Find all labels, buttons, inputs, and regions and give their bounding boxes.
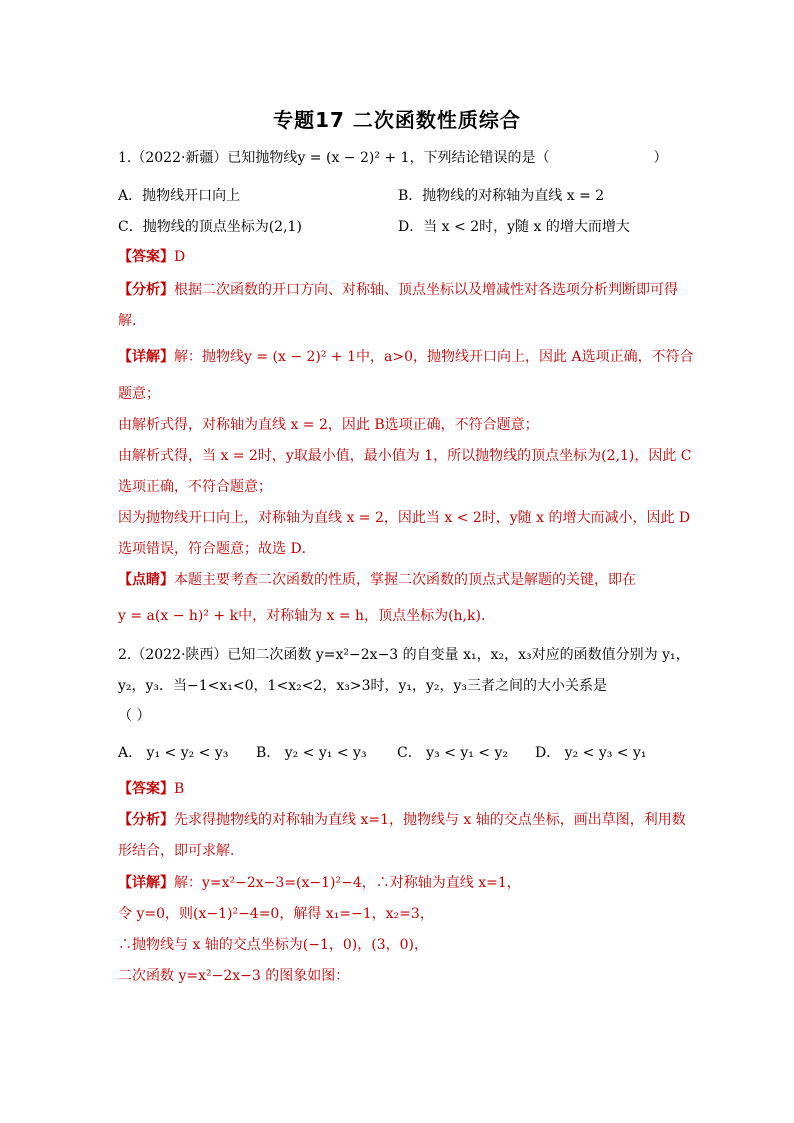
q1-option-c: C．抛物线的顶点坐标为(2,1) (118, 219, 302, 235)
q2-option-c: C． y₃ < y₁ < y₂ (397, 745, 508, 761)
q1-option-a: A．抛物线开口向上 (118, 188, 241, 204)
q1-stem-prefix: 1.（2022·新疆）已知抛物线 (118, 150, 298, 166)
q1-detail-line-7: 选项错误，符合题意；故选 D． (118, 541, 316, 557)
q1-comment-tag: 【点睛】 (118, 572, 174, 588)
q1-answer (118, 247, 185, 267)
q1-comment-line-2: y = a(x − h)² + k中，对称轴为 x = h，顶点坐标为(h,k)． (118, 608, 495, 624)
q2-stem-line-3: （ ） (118, 708, 151, 724)
q2-detail-line-4: 二次函数 y=x²−2x−3 的图象如图： (118, 968, 350, 984)
q2-option-a: A． y₁ < y₂ < y₃ (118, 745, 229, 761)
q1-analysis-line-2: 解． (118, 313, 146, 329)
q1-detail-line-5: 选项正确，不符合题意； (118, 479, 272, 495)
q1-option-b: B．抛物线的对称轴为直线 x = 2 (398, 188, 605, 204)
q1-detail-tag: 【详解】 (118, 349, 174, 365)
q2-analysis-text-1: 先求得抛物线的对称轴为直线 x=1，抛物线与 x 轴的交点坐标，画出草图，利用数 (174, 812, 686, 828)
q1-answer-tag: 【答案】 (118, 249, 174, 265)
q1-detail-line-2: 题意； (118, 386, 160, 402)
q2-analysis-line-1 (118, 810, 686, 830)
page-title: 专题17 二次函数性质综合 (273, 108, 521, 132)
q2-detail-text-1: 解：y=x²−2x−3=(x−1)²−4，∴对称轴为直线 x=1， (174, 875, 521, 891)
q1-stem (118, 148, 668, 168)
q2-answer (118, 779, 184, 799)
q2-analysis-line-2: 形结合，即可求解． (118, 843, 244, 859)
q2-detail-line-2: 令 y=0，则(x−1)²−4=0，解得 x₁=−1，x₂=3， (118, 906, 434, 922)
q1-comment-line-1 (118, 570, 636, 590)
q1-detail-line-3: 由解析式得，对称轴为直线 x = 2，因此 B选项正确，不符合题意； (118, 417, 539, 433)
q1-comment-text-1: 本题主要考查二次函数的性质，掌握二次函数的顶点式是解题的关键，即在 (174, 572, 636, 588)
q1-answer-value: D (174, 249, 186, 265)
q1-analysis-text-1: 根据二次函数的开口方向、对称轴、顶点坐标以及增减性对各选项分析判断即可得 (174, 282, 678, 298)
q1-analysis-line-1 (118, 280, 678, 300)
q1-stem-suffix: ，下列结论错误的是（ (409, 150, 550, 166)
q2-option-d: D． y₂ < y₃ < y₁ (535, 745, 647, 761)
q2-answer-tag: 【答案】 (118, 781, 174, 797)
q2-detail-line-1 (118, 873, 521, 893)
q1-detail-line-4: 由解析式得，当 x = 2时，y取最小值，最小值为 1，所以抛物线的顶点坐标为(2,1)，因此 C (118, 448, 692, 464)
q2-detail-tag: 【详解】 (118, 875, 174, 891)
q2-detail-line-3: ∴抛物线与 x 轴的交点坐标为(−1，0)，(3，0)， (118, 937, 429, 953)
q1-stem-paren-close: ） (653, 150, 668, 166)
q2-option-b: B． y₂ < y₁ < y₃ (256, 745, 367, 761)
q1-detail-text-1: 解：抛物线y = (x − 2)² + 1中，a>0，抛物线开口向上，因此 A选项正确，不符合 (174, 349, 694, 365)
q2-analysis-tag: 【分析】 (118, 812, 174, 828)
q1-stem-formula: y = (x − 2)² + 1 (297, 150, 410, 166)
q1-detail-line-1 (118, 347, 694, 367)
q2-stem-line-2: y₂，y₃．当−1<x₁<0，1<x₂<2，x₃>3时，y₁，y₂，y₃三者之间的大小关系是 (118, 678, 608, 694)
q2-stem-line-1: 2.（2022·陕西）已知二次函数 y=x²−2x−3 的自变量 x₁，x₂，x₃对应的函数值分别为 y₁， (118, 647, 690, 663)
q2-answer-value: B (174, 781, 185, 797)
q1-option-d: D．当 x < 2时，y随 x 的增大而增大 (398, 219, 630, 235)
q1-detail-line-6: 因为抛物线开口向上，对称轴为直线 x = 2，因此当 x < 2时，y随 x 的增大而减小，因此 D (118, 510, 691, 526)
q1-analysis-tag: 【分析】 (118, 282, 174, 298)
